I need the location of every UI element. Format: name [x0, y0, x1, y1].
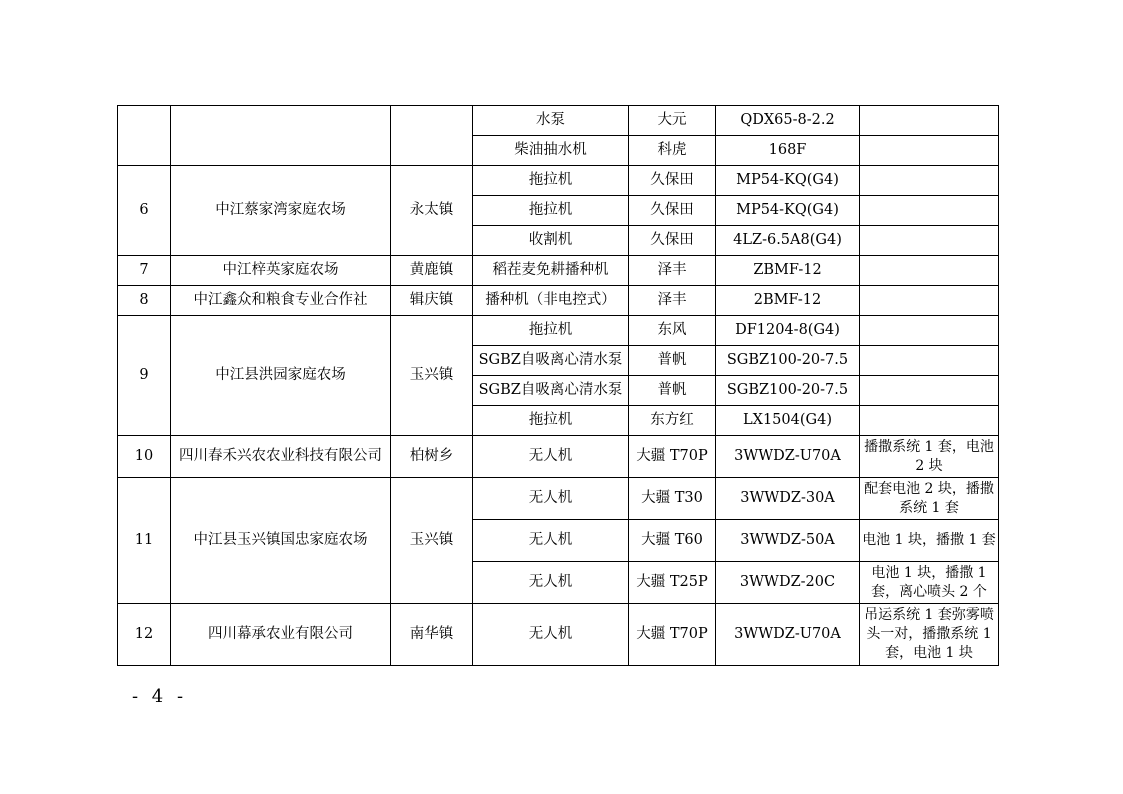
machine-cell: 柴油抽水机: [473, 136, 629, 166]
row-number-cell: 11: [118, 478, 171, 604]
remark-cell: [860, 406, 999, 436]
machine-cell: 稻茬麦免耕播种机: [473, 256, 629, 286]
model-cell: QDX65-8-2.2: [716, 106, 860, 136]
town-cell: 辑庆镇: [391, 286, 473, 316]
row-number-cell: 8: [118, 286, 171, 316]
model-cell: MP54-KQ(G4): [716, 166, 860, 196]
table-row: [118, 286, 999, 316]
machine-cell: 播种机（非电控式）: [473, 286, 629, 316]
town-cell: 黄鹿镇: [391, 256, 473, 286]
entity-cell: 中江鑫众和粮食专业合作社: [171, 286, 391, 316]
brand-cell: 久保田: [629, 166, 716, 196]
town-cell: 永太镇: [391, 166, 473, 256]
table-row: [118, 166, 999, 196]
row-number-cell: 6: [118, 166, 171, 256]
table-row: [118, 604, 999, 666]
machine-cell: 水泵: [473, 106, 629, 136]
town-cell: [391, 106, 473, 166]
entity-cell: 中江县玉兴镇国忠家庭农场: [171, 478, 391, 604]
model-cell: 168F: [716, 136, 860, 166]
brand-cell: 大元: [629, 106, 716, 136]
model-cell: 4LZ-6.5A8(G4): [716, 226, 860, 256]
remark-cell: 配套电池 2 块，播撒系统 1 套: [860, 478, 999, 520]
machine-cell: SGBZ自吸离心清水泵: [473, 346, 629, 376]
table-row: [118, 436, 999, 478]
remark-cell: [860, 106, 999, 136]
machine-cell: 无人机: [473, 520, 629, 562]
machine-cell: 拖拉机: [473, 316, 629, 346]
town-cell: 玉兴镇: [391, 316, 473, 436]
brand-cell: 大疆 T70P: [629, 604, 716, 666]
model-cell: DF1204-8(G4): [716, 316, 860, 346]
remark-cell: 电池 1 块，播撒 1 套: [860, 520, 999, 562]
remark-cell: [860, 136, 999, 166]
remark-cell: 吊运系统 1 套弥雾喷头一对，播撒系统 1 套，电池 1 块: [860, 604, 999, 666]
row-number-cell: [118, 106, 171, 166]
brand-cell: 泽丰: [629, 286, 716, 316]
machine-cell: SGBZ自吸离心清水泵: [473, 376, 629, 406]
row-number-cell: 10: [118, 436, 171, 478]
row-number-cell: 12: [118, 604, 171, 666]
table-row: [118, 478, 999, 520]
brand-cell: 科虎: [629, 136, 716, 166]
page-number: - 4 -: [132, 686, 188, 707]
model-cell: 3WWDZ-U70A: [716, 436, 860, 478]
brand-cell: 普帆: [629, 376, 716, 406]
remark-cell: 播撒系统 1 套，电池 2 块: [860, 436, 999, 478]
model-cell: ZBMF-12: [716, 256, 860, 286]
machine-cell: 收割机: [473, 226, 629, 256]
model-cell: 3WWDZ-30A: [716, 478, 860, 520]
machine-cell: 拖拉机: [473, 406, 629, 436]
table-row: [118, 316, 999, 346]
brand-cell: 久保田: [629, 196, 716, 226]
remark-cell: [860, 166, 999, 196]
remark-cell: [860, 226, 999, 256]
model-cell: LX1504(G4): [716, 406, 860, 436]
town-cell: 南华镇: [391, 604, 473, 666]
brand-cell: 泽丰: [629, 256, 716, 286]
model-cell: SGBZ100-20-7.5: [716, 346, 860, 376]
entity-cell: 四川春禾兴农农业科技有限公司: [171, 436, 391, 478]
model-cell: 3WWDZ-50A: [716, 520, 860, 562]
machine-cell: 无人机: [473, 562, 629, 604]
entity-cell: 四川幕承农业有限公司: [171, 604, 391, 666]
model-cell: MP54-KQ(G4): [716, 196, 860, 226]
brand-cell: 东风: [629, 316, 716, 346]
entity-cell: [171, 106, 391, 166]
remark-cell: [860, 376, 999, 406]
remark-cell: [860, 196, 999, 226]
table-row: [118, 106, 999, 136]
entity-cell: 中江蔡家湾家庭农场: [171, 166, 391, 256]
model-cell: 3WWDZ-20C: [716, 562, 860, 604]
brand-cell: 东方红: [629, 406, 716, 436]
row-number-cell: 9: [118, 316, 171, 436]
equipment-table: [117, 105, 999, 666]
brand-cell: 大疆 T70P: [629, 436, 716, 478]
model-cell: SGBZ100-20-7.5: [716, 376, 860, 406]
entity-cell: 中江梓英家庭农场: [171, 256, 391, 286]
town-cell: 柏树乡: [391, 436, 473, 478]
model-cell: 3WWDZ-U70A: [716, 604, 860, 666]
brand-cell: 久保田: [629, 226, 716, 256]
remark-cell: [860, 346, 999, 376]
row-number-cell: 7: [118, 256, 171, 286]
machine-cell: 无人机: [473, 478, 629, 520]
machine-cell: 无人机: [473, 604, 629, 666]
machine-cell: 拖拉机: [473, 166, 629, 196]
brand-cell: 大疆 T25P: [629, 562, 716, 604]
remark-cell: [860, 316, 999, 346]
remark-cell: [860, 286, 999, 316]
remark-cell: [860, 256, 999, 286]
town-cell: 玉兴镇: [391, 478, 473, 604]
brand-cell: 大疆 T60: [629, 520, 716, 562]
machine-cell: 拖拉机: [473, 196, 629, 226]
machine-cell: 无人机: [473, 436, 629, 478]
entity-cell: 中江县洪园家庭农场: [171, 316, 391, 436]
remark-cell: 电池 1 块，播撒 1 套，离心喷头 2 个: [860, 562, 999, 604]
model-cell: 2BMF-12: [716, 286, 860, 316]
table-row: [118, 256, 999, 286]
brand-cell: 普帆: [629, 346, 716, 376]
brand-cell: 大疆 T30: [629, 478, 716, 520]
